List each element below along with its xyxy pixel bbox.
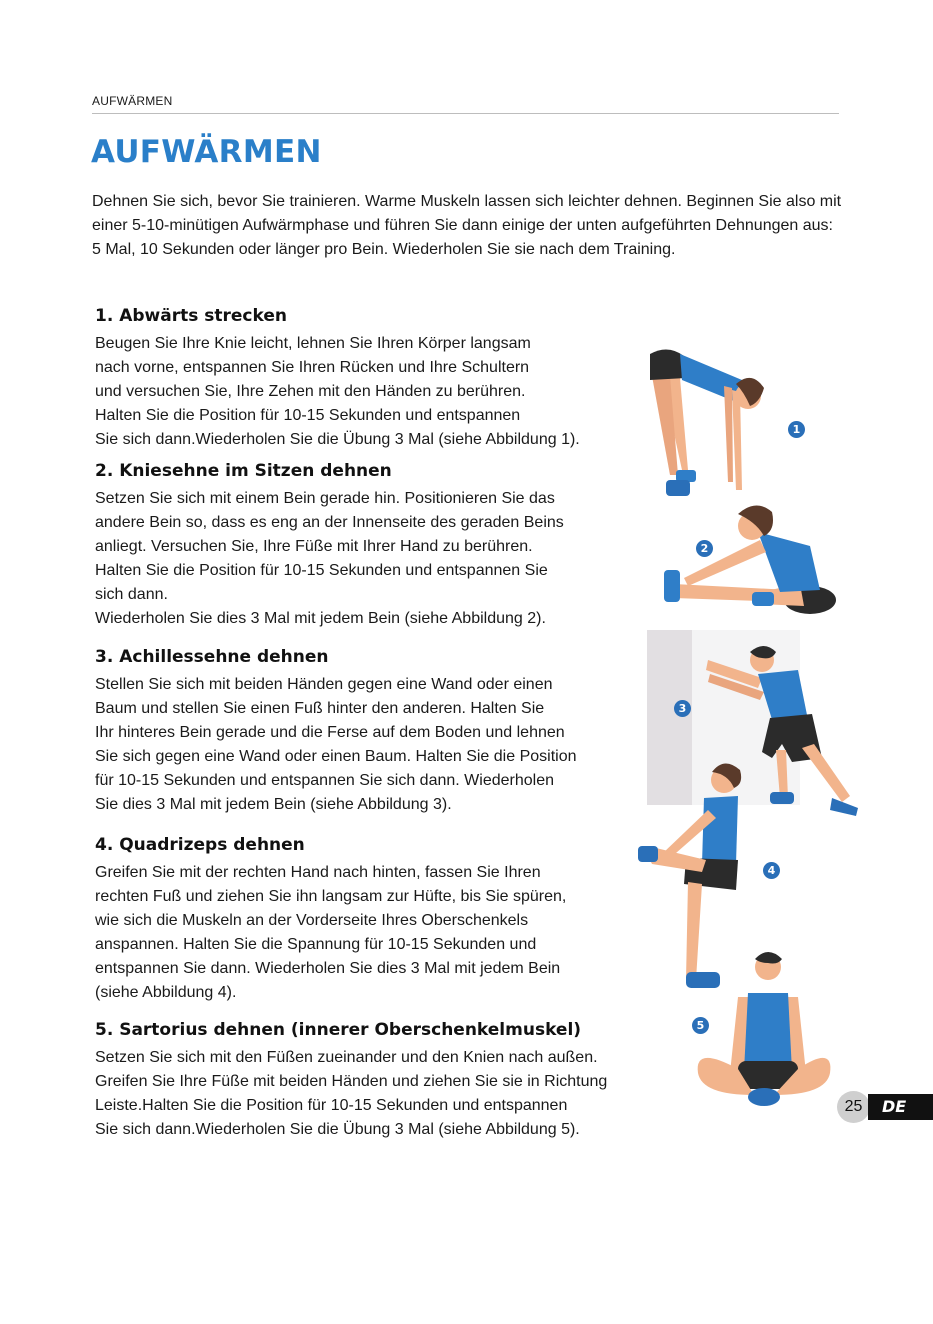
intro-paragraph: Dehnen Sie sich, bevor Sie trainieren. Warme Muskeln lassen sich leichter dehnen. Beginnen Sie also mit einer 5-10-minütigen Aufwärmphase und führen Sie dann einige der unten aufgeführten Dehnungen aus: 5 Mal, 10 Sekunden oder länger pro Bein. Wiederholen Sie sie nach dem Training.: [92, 193, 842, 258]
figure-badge-1: 1: [788, 421, 805, 438]
page-title: AUFWÄRMEN: [91, 134, 322, 170]
section-sartorius: [95, 1019, 675, 1142]
section-heading: 2. Kniesehne im Sitzen dehnen: [95, 461, 392, 481]
forward-bend-illustration: [640, 340, 780, 505]
section-heading: 1. Abwärts strecken: [95, 306, 287, 326]
header-rule: [92, 113, 839, 114]
section-downward-stretch: [95, 305, 675, 452]
section-heading: 4. Quadrizeps dehnen: [95, 835, 305, 855]
figure-badge-2: 2: [696, 540, 713, 557]
figure-badge-4: 4: [763, 862, 780, 879]
section-heading: 3. Achillessehne dehnen: [95, 647, 329, 667]
running-header: AUFWÄRMEN: [92, 94, 173, 108]
language-tab: DE: [868, 1094, 933, 1120]
section-body: Setzen Sie sich mit den Füßen zueinander und den Knien nach außen. Greifen Sie Ihre Füße mit beiden Händen und ziehen Sie sie in Richtung Leiste.Halten Sie die Position für 10-15 Sekunden und entspannen Sie sich dann.Wiederholen Sie die Übung 3 Mal (siehe Abbildung 5).: [95, 1049, 608, 1138]
section-seated-hamstring: [95, 460, 675, 631]
section-body: Beugen Sie Ihre Knie leicht, lehnen Sie Ihren Körper langsam nach vorne, entspannen Sie Ihren Rücken und Ihre Schultern und versuchen Sie, Ihre Zehen mit den Händen zu berühren. Halten Sie die Position für 10-15 Sekunden und entspannen Sie sich dann.Wiederholen Sie die Übung 3 Mal (siehe Abbildung 1).: [95, 335, 580, 448]
butterfly-stretch-illustration: [694, 945, 834, 1110]
page-number: 25: [837, 1091, 870, 1123]
section-body: Stellen Sie sich mit beiden Händen gegen eine Wand oder einen Baum und stellen Sie einen Fuß hinter den anderen. Halten Sie Ihr hinteres Bein gerade und die Ferse auf dem Boden und lehnen Sie sich gegen eine Wand oder einen Baum. Halten Sie die Position für 10-15 Sekunden und entspannen Sie sich dann. Wiederholen Sie dies 3 Mal mit jedem Bein (siehe Abbildung 3).: [95, 676, 577, 813]
figure-badge-3: 3: [674, 700, 691, 717]
section-body: Greifen Sie mit der rechten Hand nach hinten, fassen Sie Ihren rechten Fuß und ziehen Sie ihn langsam zur Hüfte, bis Sie spüren, wie sich die Muskeln an der Vorderseite Ihres Oberschenkels anspannen. Halten Sie die Spannung für 10-15 Sekunden und entspannen Sie dann. Wiederholen Sie dies 3 Mal mit jedem Bein (siehe Abbildung 4).: [95, 864, 567, 1001]
section-achilles: [95, 646, 675, 817]
section-body: Setzen Sie sich mit einem Bein gerade hin. Positionieren Sie das andere Bein so, dass es eng an der Innenseite des geraden Beins anliegt. Versuchen Sie, Ihre Füße mit Ihrer Hand zu berühren. Halten Sie die Position für 10-15 Sekunden und entspannen Sie sich dann. Wiederholen Sie dies 3 Mal mit jedem Bein (siehe Abbildung 2).: [95, 490, 564, 627]
figure-badge-5: 5: [692, 1017, 709, 1034]
section-quadriceps: [95, 834, 675, 1005]
seated-hamstring-illustration: [660, 496, 840, 624]
section-heading: 5. Sartorius dehnen (innerer Oberschenkelmuskel): [95, 1020, 582, 1040]
